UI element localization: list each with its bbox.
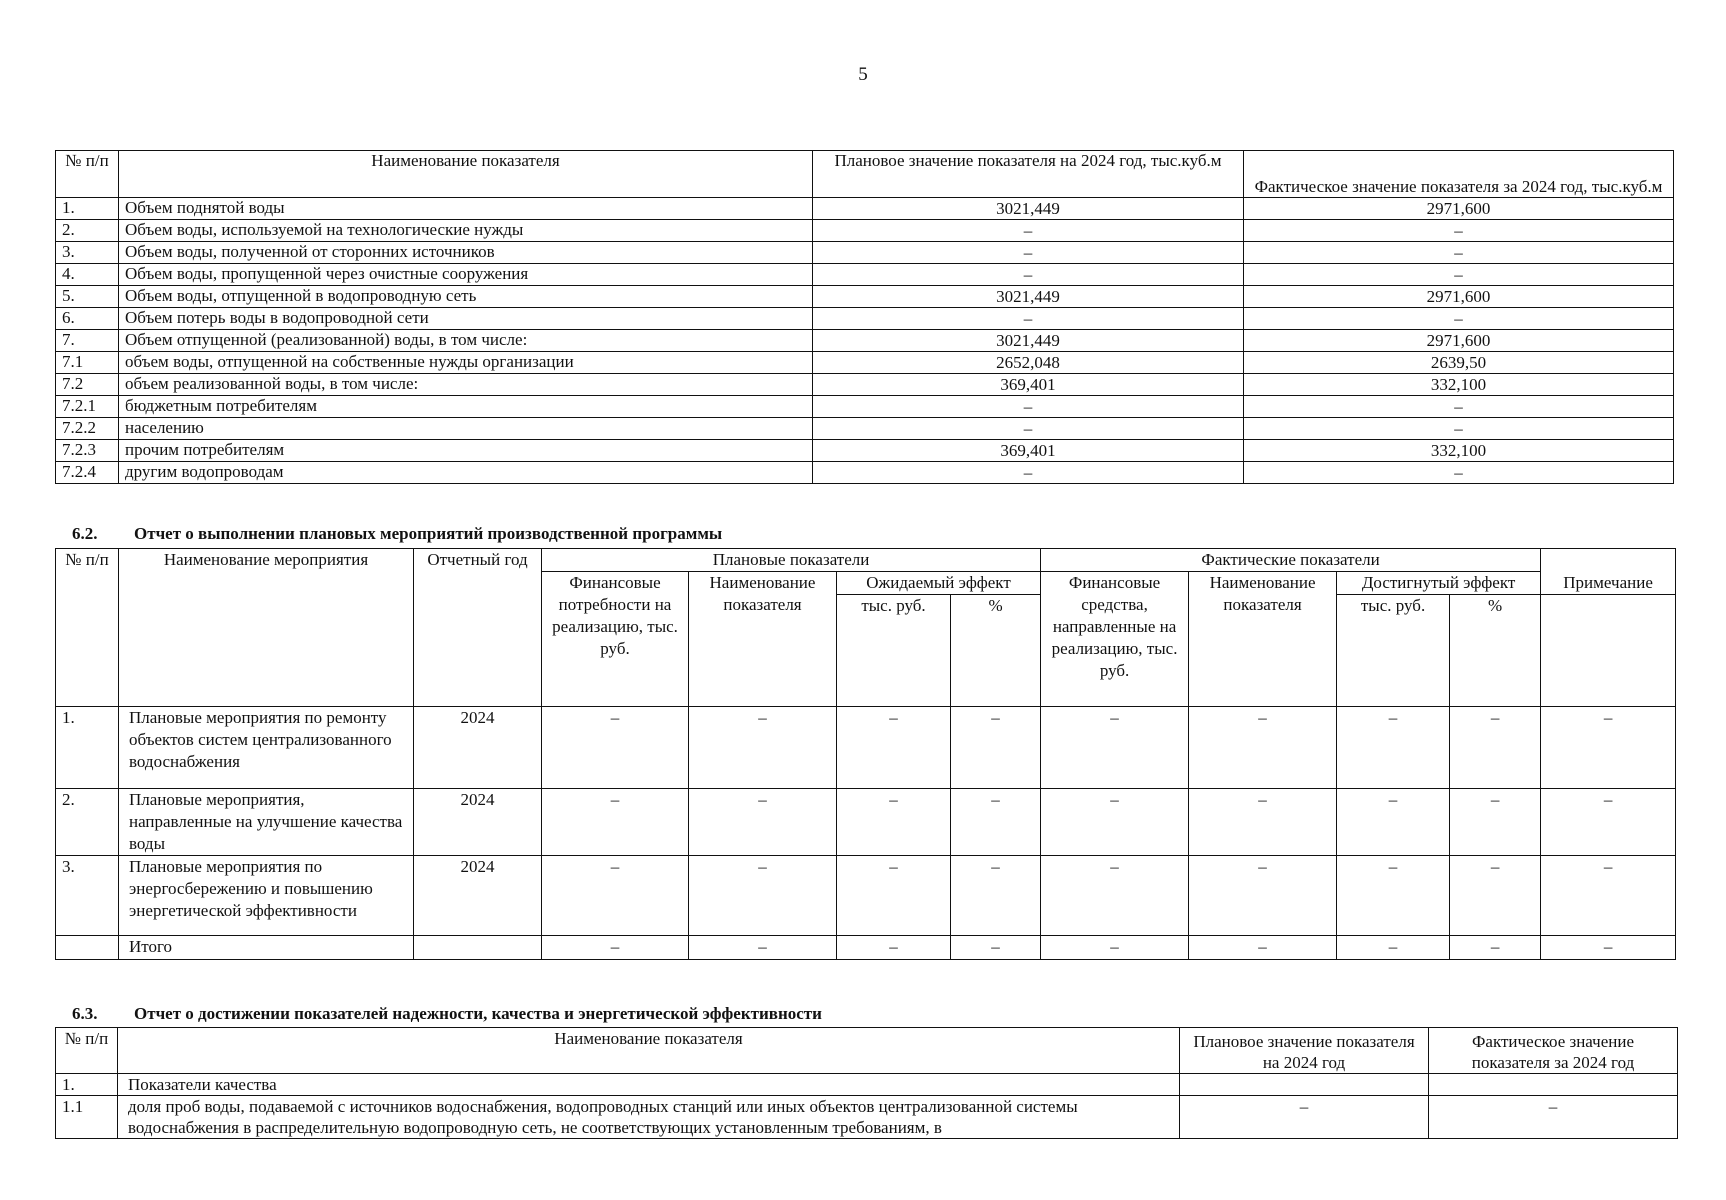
row-fact-value: – — [1244, 264, 1674, 286]
row-name: населению — [119, 418, 813, 440]
row-plan-value: – — [813, 264, 1244, 286]
row-name: доля проб воды, подаваемой с источников водоснабжения, водопроводных станций или иных объектов централизованной системы водоснабжения в распределительную водопроводную сеть, не соответствующих установленным требованиям, в — [118, 1096, 1180, 1139]
row-plan-value: 3021,449 — [813, 330, 1244, 352]
row-num: 5. — [56, 286, 119, 308]
table-row — [56, 352, 1674, 374]
header-fact-pct: % — [1450, 595, 1541, 707]
row-value: – — [1337, 936, 1450, 960]
row-plan-value: – — [813, 220, 1244, 242]
row-value: – — [837, 936, 951, 960]
row-fact-value: 332,100 — [1244, 374, 1674, 396]
row-year: 2024 — [414, 856, 542, 936]
row-value: – — [689, 936, 837, 960]
row-num: 7.2.4 — [56, 462, 119, 484]
row-num: 3. — [56, 242, 119, 264]
table-row — [56, 936, 1676, 960]
row-num: 1. — [56, 1074, 118, 1096]
page-number: 5 — [858, 64, 868, 85]
row-name: Объем воды, отпущенной в водопроводную сеть — [119, 286, 813, 308]
header-plan-thous: тыс. руб. — [837, 595, 951, 707]
header-fact-thous: тыс. руб. — [1337, 595, 1450, 707]
row-num — [56, 936, 119, 960]
header-note-blank — [1541, 595, 1676, 707]
row-value: – — [1041, 936, 1189, 960]
row-plan-value: – — [813, 418, 1244, 440]
row-value: – — [1541, 936, 1676, 960]
row-name: объем воды, отпущенной на собственные нужды организации — [119, 352, 813, 374]
row-fact-value: – — [1429, 1096, 1678, 1139]
row-num: 4. — [56, 264, 119, 286]
row-fact-value: – — [1244, 220, 1674, 242]
row-value: – — [1541, 856, 1676, 936]
header-note: Примечание — [1541, 549, 1676, 595]
table-row — [56, 707, 1676, 789]
row-value: – — [1337, 707, 1450, 789]
row-value: – — [1189, 856, 1337, 936]
section-6-2-number: 6.2. — [72, 524, 98, 543]
row-activity-name: Итого — [119, 936, 414, 960]
table-row — [56, 330, 1674, 352]
row-num: 3. — [56, 856, 119, 936]
row-name: Показатели качества — [118, 1074, 1180, 1096]
row-plan-value: – — [813, 308, 1244, 330]
row-num: 2. — [56, 789, 119, 856]
row-fact-value: 2971,600 — [1244, 330, 1674, 352]
header-fact-indicator: Наименование показателя — [1189, 572, 1337, 707]
row-value: – — [689, 707, 837, 789]
row-num: 1. — [56, 707, 119, 789]
water-volume-table — [55, 150, 1674, 484]
table-row — [56, 1074, 1678, 1096]
row-fact-value — [1429, 1074, 1678, 1096]
row-value: – — [1041, 789, 1189, 856]
section-6-3-title: Отчет о достижении показателей надежности, качества и энергетической эффективности — [134, 1004, 822, 1023]
row-plan-value: 3021,449 — [813, 198, 1244, 220]
row-value: – — [1337, 856, 1450, 936]
table-row — [56, 789, 1676, 856]
header-plan-pct: % — [951, 595, 1041, 707]
header-name: Наименование показателя — [119, 151, 813, 198]
header-plan-indicator: Наименование показателя — [689, 572, 837, 707]
planned-activities-table — [55, 548, 1676, 960]
row-fact-value: – — [1244, 418, 1674, 440]
row-value: – — [951, 789, 1041, 856]
row-name: Объем воды, пропущенной через очистные сооружения — [119, 264, 813, 286]
row-value: – — [1450, 707, 1541, 789]
row-name: объем реализованной воды, в том числе: — [119, 374, 813, 396]
row-plan-value: 2652,048 — [813, 352, 1244, 374]
header-plan-finance: Финансовые потребности на реализацию, тыс. руб. — [542, 572, 689, 707]
header-fact: Фактическое значение показателя за 2024 год — [1429, 1028, 1678, 1074]
row-plan-value: 369,401 — [813, 374, 1244, 396]
row-name: Объем воды, используемой на технологические нужды — [119, 220, 813, 242]
header-fact-effect: Достигнутый эффект — [1337, 572, 1541, 595]
row-value: – — [1189, 707, 1337, 789]
row-plan-value: 369,401 — [813, 440, 1244, 462]
row-fact-value: – — [1244, 396, 1674, 418]
header-num: № п/п — [56, 1028, 118, 1074]
row-year: 2024 — [414, 789, 542, 856]
table-row — [56, 220, 1674, 242]
header-fact-group: Фактические показатели — [1041, 549, 1541, 572]
table-row — [56, 286, 1674, 308]
row-value: – — [837, 707, 951, 789]
row-value: – — [1541, 789, 1676, 856]
row-num: 7.2.1 — [56, 396, 119, 418]
row-value: – — [951, 856, 1041, 936]
row-value: – — [689, 789, 837, 856]
table-row — [56, 374, 1674, 396]
row-value: – — [542, 856, 689, 936]
row-fact-value: 332,100 — [1244, 440, 1674, 462]
header-name: Наименование показателя — [118, 1028, 1180, 1074]
row-value: – — [542, 707, 689, 789]
section-6-2-heading — [72, 524, 722, 544]
row-num: 1. — [56, 198, 119, 220]
quality-indicators-table — [55, 1027, 1678, 1139]
row-name: прочим потребителям — [119, 440, 813, 462]
table-row — [56, 1096, 1678, 1139]
table-row — [56, 242, 1674, 264]
row-activity-name: Плановые мероприятия, направленные на улучшение качества воды — [119, 789, 414, 856]
row-num: 1.1 — [56, 1096, 118, 1139]
table-row — [56, 198, 1674, 220]
row-plan-value — [1180, 1074, 1429, 1096]
row-activity-name: Плановые мероприятия по энергосбережению и повышению энергетической эффективности — [119, 856, 414, 936]
row-value: – — [1041, 707, 1189, 789]
table-row — [56, 462, 1674, 484]
table-row — [56, 418, 1674, 440]
header-num: № п/п — [56, 151, 119, 198]
row-fact-value: 2971,600 — [1244, 198, 1674, 220]
row-value: – — [1189, 789, 1337, 856]
row-name: другим водопроводам — [119, 462, 813, 484]
header-fact-finance: Финансовые средства, направленные на реализацию, тыс. руб. — [1041, 572, 1189, 707]
row-name: Объем воды, полученной от сторонних источников — [119, 242, 813, 264]
row-value: – — [1189, 936, 1337, 960]
header-plan: Плановое значение показателя на 2024 год, тыс.куб.м — [813, 151, 1244, 198]
row-num: 7.2.2 — [56, 418, 119, 440]
row-num: 7.2 — [56, 374, 119, 396]
row-value: – — [1041, 856, 1189, 936]
row-name: Объем потерь воды в водопроводной сети — [119, 308, 813, 330]
table-row — [56, 396, 1674, 418]
table-row — [56, 440, 1674, 462]
section-6-2-title: Отчет о выполнении плановых мероприятий производственной программы — [134, 524, 723, 543]
row-activity-name: Плановые мероприятия по ремонту объектов систем централизованного водоснабжения — [119, 707, 414, 789]
row-value: – — [837, 789, 951, 856]
header-fact: Фактическое значение показателя за 2024 год, тыс.куб.м — [1244, 151, 1674, 198]
table-row — [56, 856, 1676, 936]
header-activity-name: Наименование мероприятия — [119, 549, 414, 707]
row-plan-value: – — [813, 462, 1244, 484]
row-value: – — [542, 789, 689, 856]
row-value: – — [951, 707, 1041, 789]
row-value: – — [1450, 856, 1541, 936]
row-value: – — [1541, 707, 1676, 789]
row-value: – — [1450, 936, 1541, 960]
row-value: – — [542, 936, 689, 960]
row-fact-value: 2971,600 — [1244, 286, 1674, 308]
row-value: – — [951, 936, 1041, 960]
row-year: 2024 — [414, 707, 542, 789]
table-row — [56, 308, 1674, 330]
row-value: – — [1337, 789, 1450, 856]
row-name: Объем отпущенной (реализованной) воды, в том числе: — [119, 330, 813, 352]
table-row — [56, 264, 1674, 286]
row-year — [414, 936, 542, 960]
row-name: Объем поднятой воды — [119, 198, 813, 220]
row-plan-value: 3021,449 — [813, 286, 1244, 308]
section-6-3-number: 6.3. — [72, 1004, 98, 1023]
row-name: бюджетным потребителям — [119, 396, 813, 418]
row-plan-value: – — [813, 242, 1244, 264]
row-fact-value: 2639,50 — [1244, 352, 1674, 374]
header-plan-effect: Ожидаемый эффект — [837, 572, 1041, 595]
row-fact-value: – — [1244, 462, 1674, 484]
row-value: – — [1450, 789, 1541, 856]
row-num: 2. — [56, 220, 119, 242]
header-num: № п/п — [56, 549, 119, 707]
row-plan-value: – — [1180, 1096, 1429, 1139]
row-fact-value: – — [1244, 308, 1674, 330]
header-plan-group: Плановые показатели — [542, 549, 1041, 572]
row-fact-value: – — [1244, 242, 1674, 264]
row-num: 6. — [56, 308, 119, 330]
section-6-3-heading — [72, 1004, 822, 1024]
row-value: – — [689, 856, 837, 936]
header-year: Отчетный год — [414, 549, 542, 707]
row-value: – — [837, 856, 951, 936]
row-num: 7.1 — [56, 352, 119, 374]
row-plan-value: – — [813, 396, 1244, 418]
row-num: 7. — [56, 330, 119, 352]
row-num: 7.2.3 — [56, 440, 119, 462]
header-plan: Плановое значение показателя на 2024 год — [1180, 1028, 1429, 1074]
